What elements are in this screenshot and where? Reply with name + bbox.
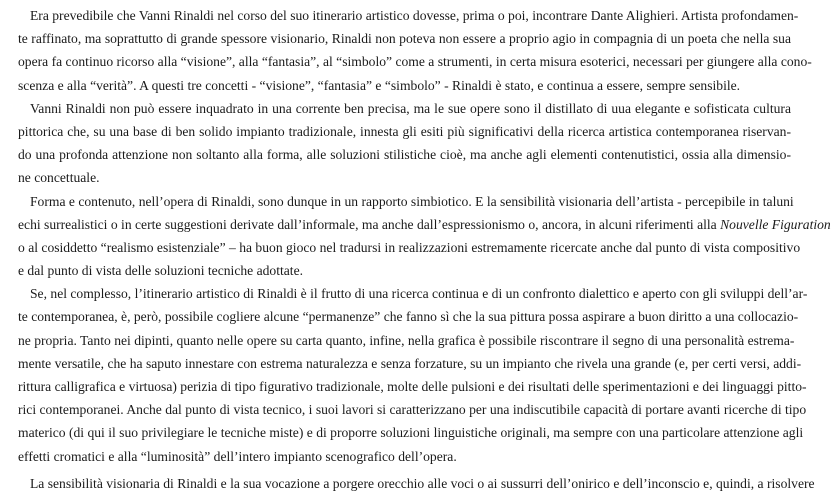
text-line: opera fa continuo ricorso alla “visione”, alla “fantasia”, al “simbolo” come a strumenti, in certa misura esoterici, necessari per giungere alla cono- bbox=[18, 54, 812, 70]
text-span: echi surrealistici o in certe suggestioni derivate dall’informale, ma anche dall’espressionismo o, ancora, in alcuni riferimenti alla bbox=[18, 216, 721, 232]
text-line: rici contemporanei. Anche dal punto di vista tecnico, i suoi lavori si caratterizzano per una indiscutibile capacità di portare avanti ricerche di tipo bbox=[18, 402, 807, 418]
text-line: Era prevedibile che Vanni Rinaldi nel corso del suo itinerario artistico dovesse, prima o poi, incontrare Dante Alighieri. Artista profondamen- bbox=[30, 8, 799, 23]
text-line bbox=[18, 213, 831, 236]
text-line: rittura calligrafica e virtuosa) perizia di tipo figurativo tradizionale, molte delle pulsioni e dei risultati delle sperimentazioni e dei linguaggi pitto- bbox=[18, 379, 807, 394]
text-line: ne concettuale. bbox=[18, 170, 100, 186]
text-line: mente versatile, che ha saputo innestare con estrema naturalezza e senza forzature, su un impianto che rivela una grande (e, per certi versi, addi- bbox=[18, 355, 802, 371]
text-line: materico (di qui il suo privilegiare le tecniche miste) e di proporre soluzioni linguistiche originali, ma sempre con una particolare attenzione agli bbox=[18, 425, 804, 441]
text-line: o al cosiddetto “realismo esistenziale” – ha buon gioco nel tradursi in realizzazioni estremamente ricercate anche dal punto di vista compositivo bbox=[18, 239, 801, 255]
text-line: Vanni Rinaldi non può essere inquadrato in una corrente ben precisa, ma le sue opere sono il distillato di uua elegante e sofisticata cultura bbox=[30, 100, 791, 116]
document-page bbox=[18, 4, 831, 495]
text-line: ne propria. Tanto nei dipinti, quanto nelle opere su carta quanto, infine, nella grafica è possibile riscontrare il segno di una personalità estrema- bbox=[18, 332, 795, 348]
paragraph-3 bbox=[18, 190, 831, 283]
paragraph-1 bbox=[18, 4, 812, 97]
text-line: effetti cromatici e alla “luminosità” dell’intero impianto scenografico dell’opera. bbox=[18, 448, 457, 464]
paragraph-2 bbox=[18, 97, 791, 190]
text-line: pittorica che, su una base di ben solido impianto tradizionale, innesta gli esiti più significativi della ricerca artistica contemporanea riservan- bbox=[18, 123, 791, 139]
italic-term: Nouvelle Figuration bbox=[720, 216, 831, 232]
text-line: te contemporanea, è, però, possibile cogliere alcune “permanenze” che fanno sì che la sua pittura possa aspirare a buon diritto a una collocazio- bbox=[18, 309, 799, 325]
text-line: Forma e contenuto, nell’opera di Rinaldi, sono dunque in un rapporto simbiotico. E la sensibilità visionaria dell’artista - percepibile in taluni bbox=[30, 193, 794, 209]
text-line: Se, nel complesso, l’itinerario artistico di Rinaldi è il frutto di una ricerca continua e di un confronto dialettico e aperto con gli sviluppi dell’ar- bbox=[30, 286, 808, 302]
text-line: do una profonda attenzione non soltanto alla forma, alle soluzioni stilistiche cioè, ma anche agli elementi contenutistici, ossia alla dimensio- bbox=[18, 147, 791, 163]
text-line: scenza e alla “verità”. A questi tre concetti - “visione”, “fantasia” e “simbolo” - Rinaldi è stato, e continua a essere, sempre sensibile. bbox=[18, 77, 741, 93]
paragraph-5 bbox=[18, 472, 815, 495]
paragraph-4 bbox=[18, 282, 808, 468]
text-line: te raffinato, ma soprattutto di grande spessore visionario, Rinaldi non poteva non essere a proprio agio in compagnia di un poeta che nella sua bbox=[18, 31, 791, 47]
text-line: e dal punto di vista delle soluzioni tecniche adottate. bbox=[18, 263, 304, 279]
text-line: La sensibilità visionaria di Rinaldi e la sua vocazione a porgere orecchio alle voci o ai sussurri dell’onirico e dell’inconscio e, quindi, a risolvere bbox=[30, 475, 815, 491]
